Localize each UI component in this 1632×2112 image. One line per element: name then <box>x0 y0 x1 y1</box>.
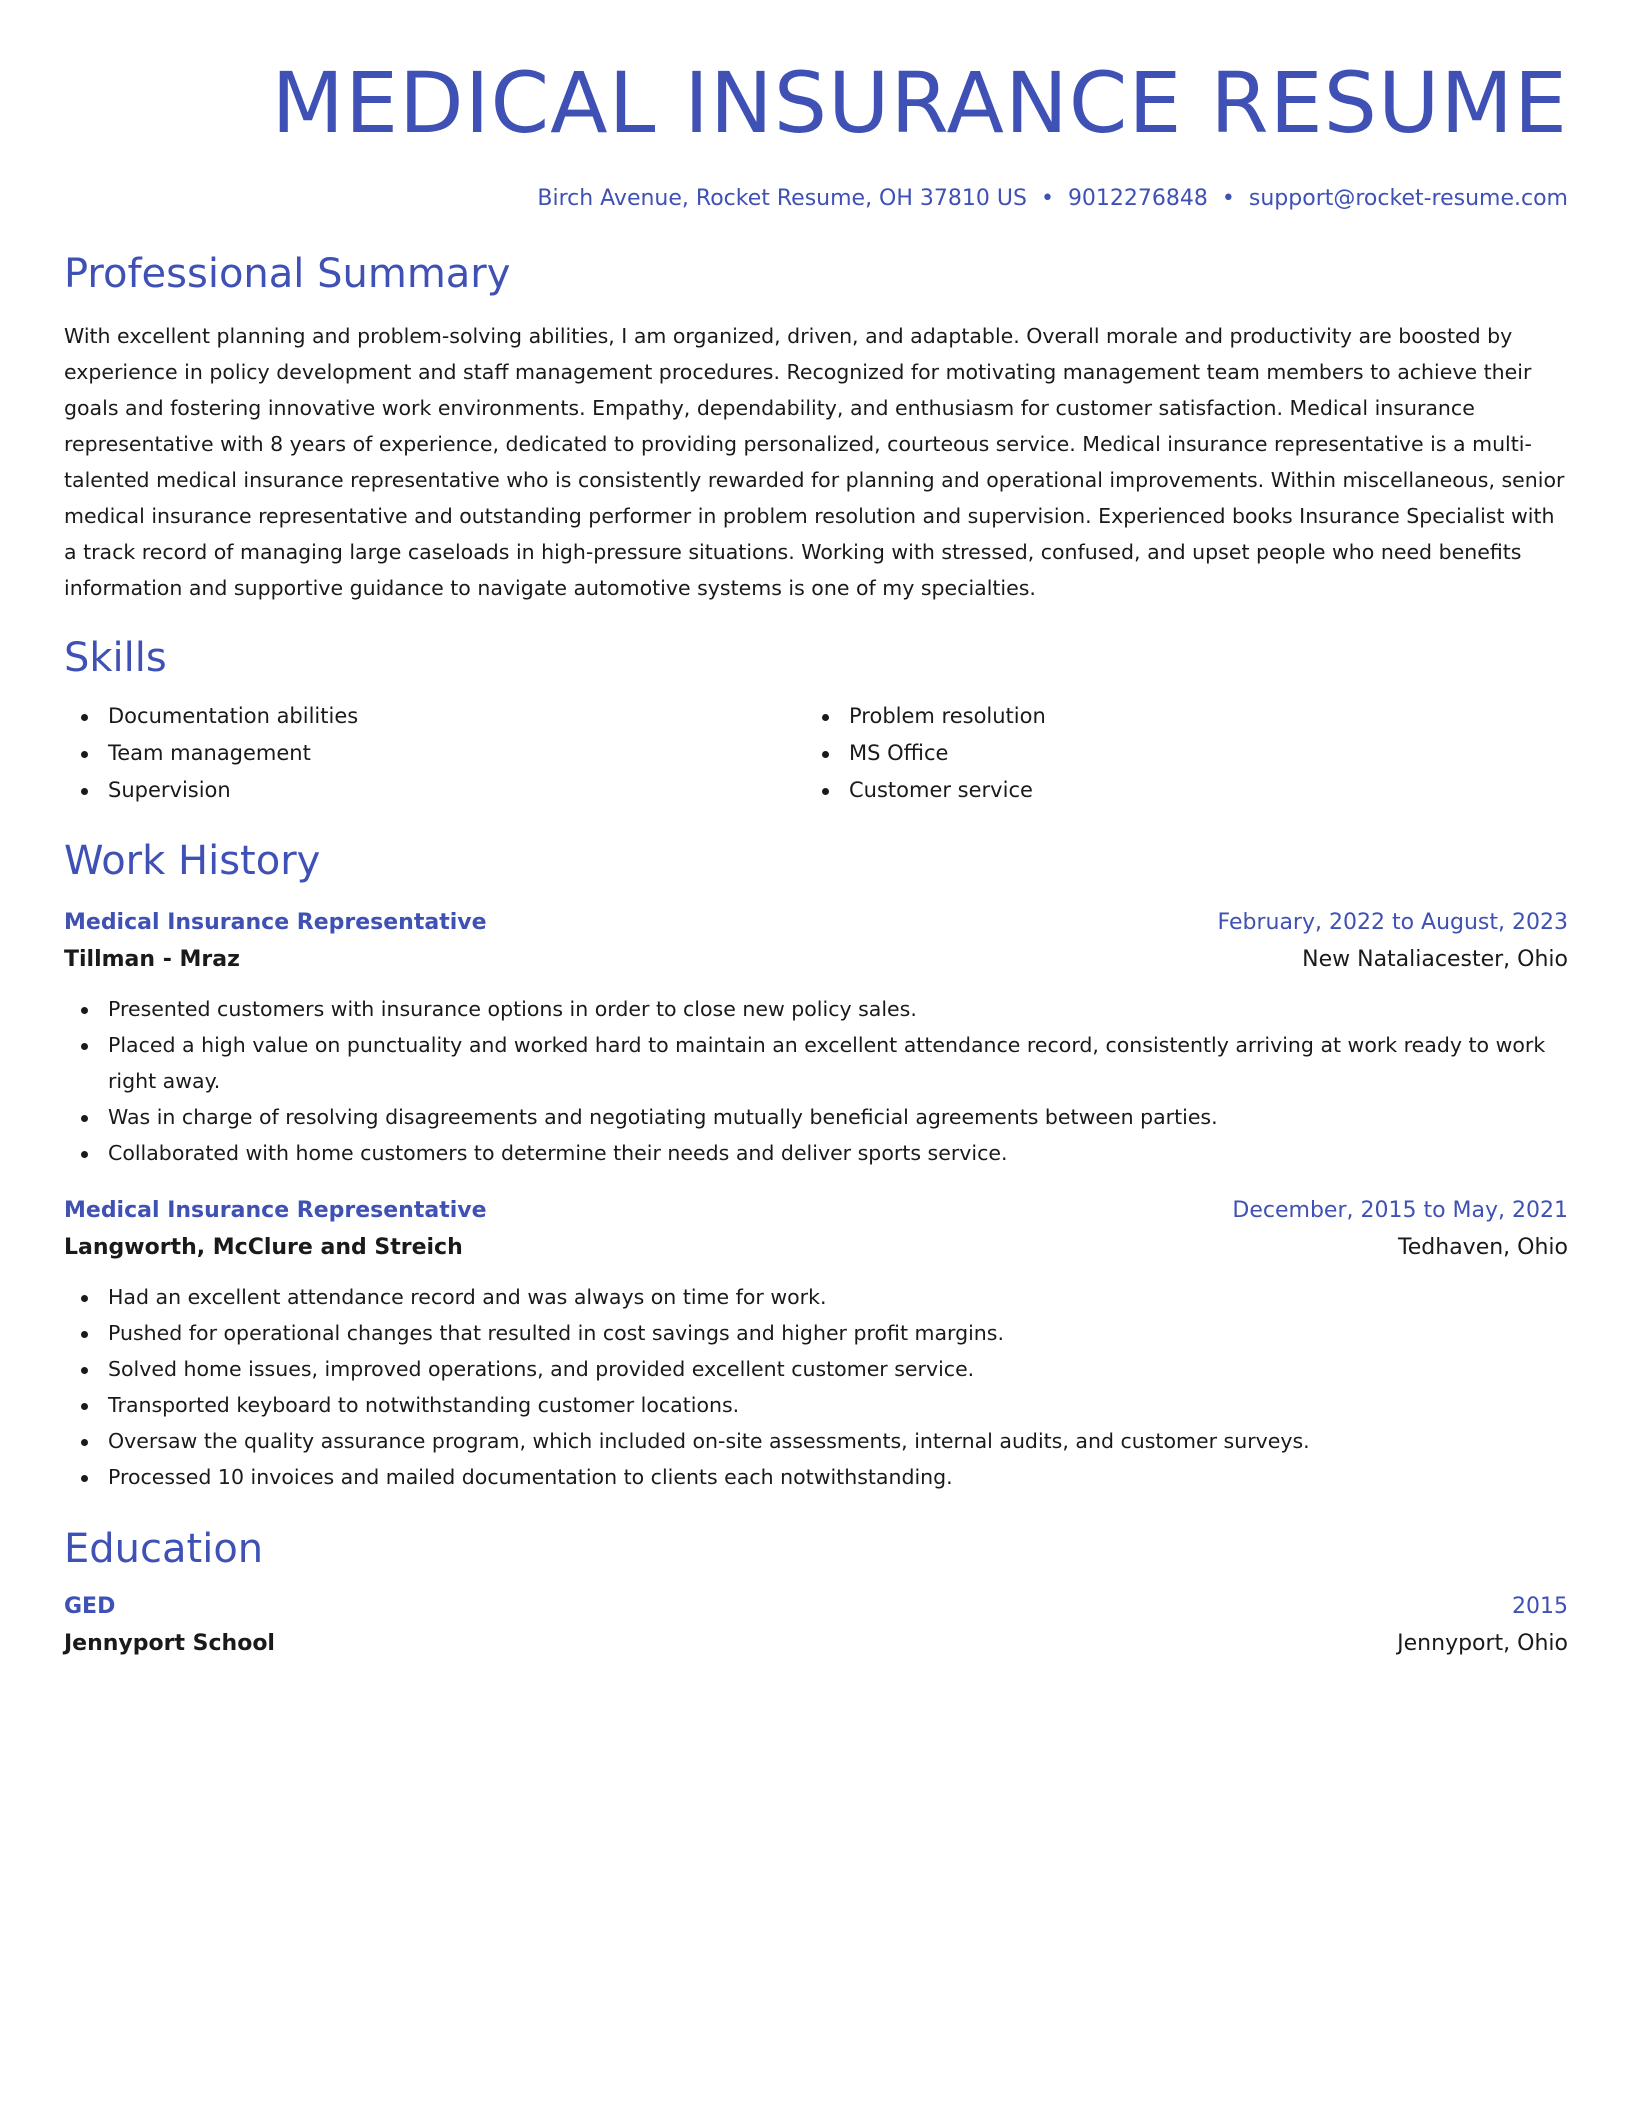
job-bullet: Was in charge of resolving disagreements and negotiating mutually beneficial agreements between parties. <box>64 1099 1568 1135</box>
summary-text: With excellent planning and problem-solving abilities, I am organized, driven, and adaptable. Overall morale and productivity are boosted by experience in policy development and staff management procedures. Recognized for motivating management team members to achieve their goals and fostering innovative work environments. Empathy, dependability, and enthusiasm for customer satisfaction. Medical insurance representative with 8 years of experience, dedicated to providing personalized, courteous service. Medical insurance representative is a multi-talented medical insurance representative who is consistently rewarded for planning and operational improvements. Within miscellaneous, senior medical insurance representative and outstanding performer in problem resolution and supervision. Experienced books Insurance Specialist with a track record of managing large caseloads in high-pressure situations. Working with stressed, confused, and upset people who need benefits information and supportive guidance to navigate automotive systems is one of my specialties. <box>64 324 1565 600</box>
job-bullets <box>64 991 1568 1171</box>
skills-column-right <box>805 698 1546 809</box>
job-employer: Tillman - Mraz <box>64 947 240 972</box>
skill-item: Customer service <box>805 772 1546 809</box>
job-header-row <box>64 905 1568 941</box>
education-location: Jennyport, Ohio <box>1397 1631 1568 1656</box>
job-entry <box>64 1193 1568 1495</box>
skills-column-left <box>64 698 805 809</box>
contact-email: support@rocket-resume.com <box>1248 186 1568 211</box>
education-school-row <box>64 1625 1568 1663</box>
job-title: Medical Insurance Representative <box>64 910 487 935</box>
job-bullet: Transported keyboard to notwithstanding customer locations. <box>64 1387 1568 1423</box>
skill-item: MS Office <box>805 735 1546 772</box>
job-title: Medical Insurance Representative <box>64 1198 487 1223</box>
job-employer-row <box>64 941 1568 979</box>
skills-heading: Skills <box>64 635 167 681</box>
job-employer-row <box>64 1229 1568 1267</box>
job-bullet: Pushed for operational changes that resulted in cost savings and higher profit margins. <box>64 1315 1568 1351</box>
education-header-row <box>64 1589 1568 1625</box>
job-header-row <box>64 1193 1568 1229</box>
contact-separator: • <box>1040 186 1054 211</box>
job-bullet: Placed a high value on punctuality and worked hard to maintain an excellent attendance record, consistently arriving at work ready to work right away. <box>64 1027 1568 1099</box>
education-heading: Education <box>64 1526 264 1572</box>
job-bullet: Presented customers with insurance options in order to close new policy sales. <box>64 991 1568 1027</box>
job-dates: December, 2015 to May, 2021 <box>1232 1198 1568 1223</box>
job-bullet: Solved home issues, improved operations, and provided excellent customer service. <box>64 1351 1568 1387</box>
job-bullet: Oversaw the quality assurance program, which included on-site assessments, internal audits, and customer surveys. <box>64 1423 1568 1459</box>
skill-item: Team management <box>64 735 805 772</box>
job-location: New Nataliacester, Ohio <box>1302 947 1568 972</box>
summary-heading: Professional Summary <box>64 251 511 297</box>
skill-item: Problem resolution <box>805 698 1546 735</box>
skill-item: Documentation abilities <box>64 698 805 735</box>
resume-title: MEDICAL INSURANCE RESUME <box>271 54 1568 152</box>
job-employer: Langworth, McClure and Streich <box>64 1235 463 1260</box>
education-degree: GED <box>64 1594 116 1619</box>
job-bullet: Processed 10 invoices and mailed documentation to clients each notwithstanding. <box>64 1459 1568 1495</box>
education-entry <box>64 1589 1568 1663</box>
skill-item: Supervision <box>64 772 805 809</box>
job-bullet: Had an excellent attendance record and was always on time for work. <box>64 1279 1568 1315</box>
work-history-heading: Work History <box>64 838 321 884</box>
contact-phone: 9012276848 <box>1067 186 1208 211</box>
job-bullets <box>64 1279 1568 1495</box>
job-dates: February, 2022 to August, 2023 <box>1217 910 1568 935</box>
job-location: Tedhaven, Ohio <box>1398 1235 1568 1260</box>
job-bullet: Collaborated with home customers to determine their needs and deliver sports service. <box>64 1135 1568 1171</box>
education-year: 2015 <box>1512 1594 1568 1619</box>
contact-separator: • <box>1221 186 1235 211</box>
resume-page <box>64 0 1568 1663</box>
skills-list <box>64 698 1568 809</box>
contact-line <box>64 184 1568 214</box>
contact-address: Birch Avenue, Rocket Resume, OH 37810 US <box>537 186 1027 211</box>
education-school: Jennyport School <box>64 1631 275 1656</box>
job-entry <box>64 905 1568 1171</box>
